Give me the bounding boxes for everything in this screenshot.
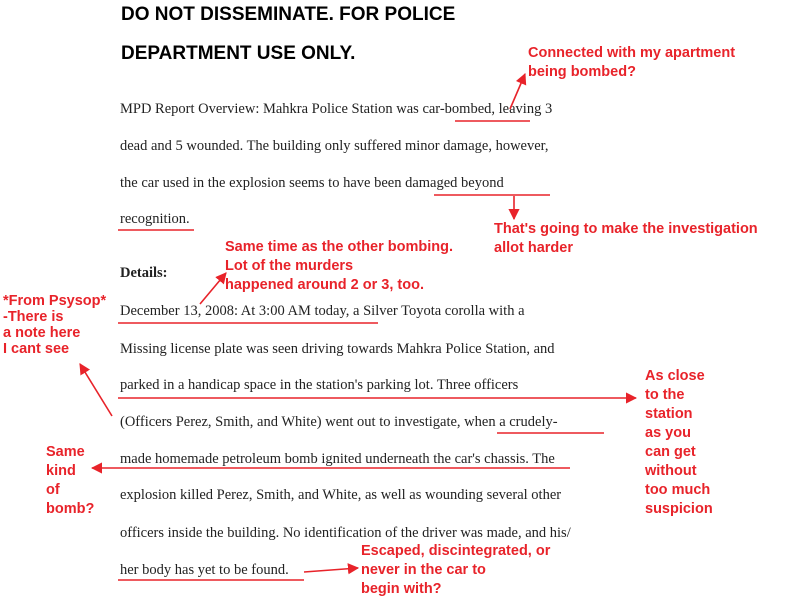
- report-line: officers inside the building. No identification of the driver was made, and his/: [120, 525, 571, 541]
- arrow-psysop: [80, 364, 112, 416]
- report-line: her body has yet to be found.: [120, 562, 289, 578]
- annotation-line: As close: [645, 368, 705, 384]
- annotation-line: Same: [46, 444, 85, 460]
- annotation-line: a note here: [3, 325, 81, 341]
- report-line: made homemade petroleum bomb ignited underneath the car's chassis. The: [120, 451, 555, 467]
- annotation-line: allot harder: [494, 240, 573, 256]
- annotation-line: happened around 2 or 3, too.: [225, 277, 424, 293]
- report-line: explosion killed Perez, Smith, and White, as well as wounding several other: [120, 487, 562, 503]
- annotation-line: Lot of the murders: [225, 258, 354, 274]
- annotation-line: too much: [645, 482, 711, 498]
- annotation-line: as you: [645, 425, 691, 441]
- annotation-line: I cant see: [3, 341, 70, 357]
- annotation-line: Same time as the other bombing.: [225, 239, 454, 255]
- annotation-line: without: [645, 463, 697, 479]
- annotation-line: being bombed?: [528, 64, 636, 80]
- report-line: December 13, 2008: At 3:00 AM today, a Silver Toyota corolla with a: [120, 303, 525, 319]
- header-line-2: DEPARTMENT USE ONLY.: [121, 43, 356, 64]
- report-line: Missing license plate was seen driving towards Mahkra Police Station, and: [120, 341, 555, 357]
- header-line-1: DO NOT DISSEMINATE. FOR POLICE: [121, 4, 456, 25]
- annotation-line: bomb?: [46, 501, 95, 517]
- annotation-line: begin with?: [361, 581, 442, 597]
- report-line: the car used in the explosion seems to have been damaged beyond: [120, 175, 504, 191]
- annotation-line: station: [645, 406, 693, 422]
- report-line: recognition.: [120, 211, 190, 227]
- report-line: (Officers Perez, Smith, and White) went out to investigate, when a crudely-: [120, 414, 558, 430]
- annotation-line: of: [46, 482, 60, 498]
- annotation-line: suspicion: [645, 501, 713, 517]
- annotation-line: *From Psysop*: [3, 293, 107, 309]
- annotation-line: to the: [645, 387, 685, 403]
- report-line: MPD Report Overview: Mahkra Police Station was car-bombed, leaving 3: [120, 101, 553, 117]
- annotation-line: can get: [645, 444, 696, 460]
- annotation-line: Connected with my apartment: [528, 45, 736, 61]
- annotation-line: kind: [46, 463, 76, 479]
- annotation-line: That's going to make the investigation: [494, 221, 758, 237]
- arrow-same-time: [200, 273, 226, 304]
- annotation-line: -There is: [3, 309, 64, 325]
- report-line: parked in a handicap space in the station's parking lot. Three officers: [120, 377, 519, 393]
- annotation-line: never in the car to: [361, 562, 486, 578]
- details-heading: Details:: [120, 265, 168, 281]
- annotation-line: Escaped, discintegrated, or: [361, 543, 551, 559]
- arrow-apartment: [510, 74, 525, 109]
- arrow-escaped: [304, 568, 358, 572]
- report-line: dead and 5 wounded. The building only suffered minor damage, however,: [120, 138, 549, 154]
